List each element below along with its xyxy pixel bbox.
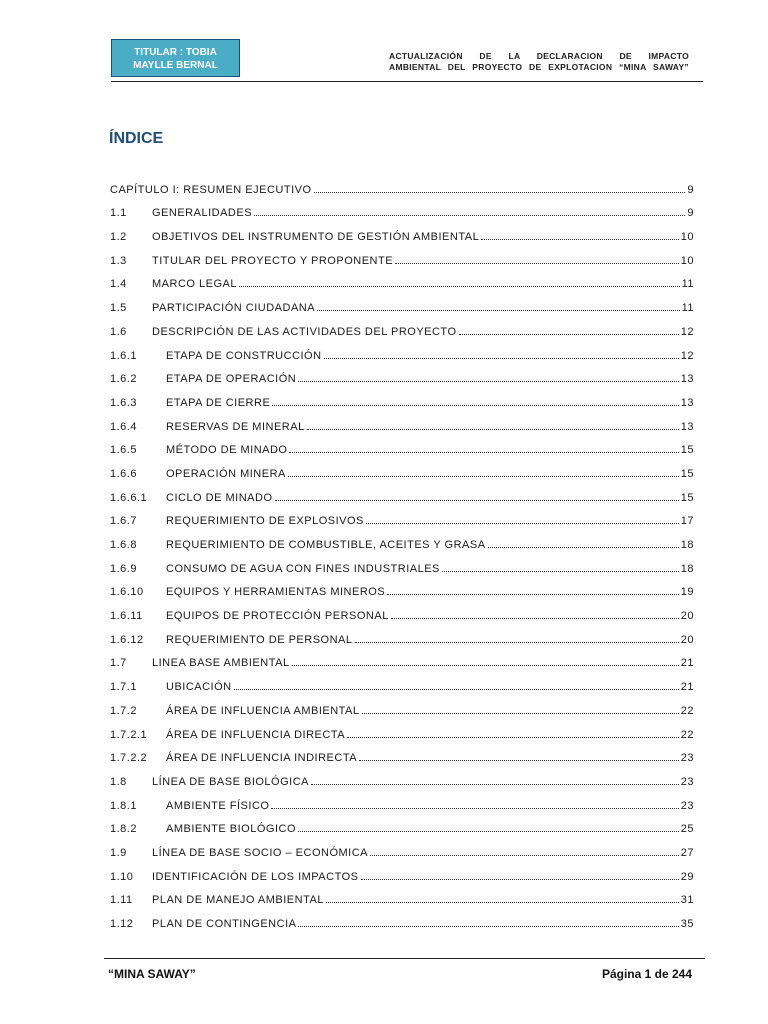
toc-entry-title: MARCO LEGAL xyxy=(152,278,237,291)
toc-entry-title: ÁREA DE INFLUENCIA AMBIENTAL xyxy=(166,704,360,717)
toc-entry-page: 21 xyxy=(680,681,694,694)
toc-dot-leader xyxy=(298,830,679,832)
toc-dot-leader xyxy=(359,759,679,761)
toc-entry[interactable] xyxy=(110,504,694,528)
toc-entry-page: 20 xyxy=(680,610,694,623)
toc-entry-page: 15 xyxy=(680,467,694,480)
toc-entry-number: 1.6.4 xyxy=(110,420,137,433)
toc-entry-number: 1.3 xyxy=(110,254,127,267)
toc-entry-page: 13 xyxy=(680,373,694,386)
toc-entry[interactable] xyxy=(110,764,694,788)
toc-entry-number: 1.6.6.1 xyxy=(110,491,148,504)
toc-entry-page: 11 xyxy=(681,302,694,315)
toc-entry-title: UBICACIÓN xyxy=(166,681,232,694)
toc-dot-leader xyxy=(395,262,679,264)
toc-entry-title: GENERALIDADES xyxy=(152,207,253,220)
toc-entry-title: OPERACIÓN MINERA xyxy=(166,467,286,480)
toc-entry[interactable] xyxy=(110,788,694,812)
toc-entry-title: LÍNEA DE BASE SOCIO – ECONÓMICA xyxy=(152,846,368,859)
toc-entry-title: EQUIPOS Y HERRAMIENTAS MINEROS xyxy=(166,586,386,599)
toc-entry-number: 1.8 xyxy=(110,775,127,788)
toc-entry-page: 15 xyxy=(680,444,694,457)
toc-dot-leader xyxy=(317,309,680,311)
toc-entry-title: CONSUMO DE AGUA CON FINES INDUSTRIALES xyxy=(166,562,440,575)
toc-dot-leader xyxy=(459,333,679,335)
toc-entry-number: 1.6.5 xyxy=(110,444,137,457)
toc-dot-leader xyxy=(488,546,679,548)
toc-entry-page: 18 xyxy=(680,539,694,551)
toc-dot-leader xyxy=(370,854,679,856)
toc-entry-number: 1.8.1 xyxy=(110,799,137,812)
toc-entry-page: 21 xyxy=(680,657,694,670)
toc-entry-title: PLAN DE MANEJO AMBIENTAL xyxy=(152,894,324,907)
toc-entry[interactable] xyxy=(110,622,694,646)
toc-entry-number: 1.7.2 xyxy=(110,704,137,717)
document-title-line-2: AMBIENTAL DEL PROYECTO DE EXPLOTACION “MINA SAWAY” xyxy=(389,62,689,72)
toc-entry-title: ETAPA DE CIERRE xyxy=(166,396,271,409)
toc-entry-number: 1.6.8 xyxy=(110,539,137,551)
toc-entry-number: 1.10 xyxy=(110,870,134,883)
toc-entry-page: 23 xyxy=(680,752,694,765)
toc-entry-page: 13 xyxy=(680,396,694,409)
toc-entry[interactable] xyxy=(110,835,694,859)
toc-entry-number: 1.6.2 xyxy=(110,373,137,386)
toc-entry-number: 1.6.1 xyxy=(110,349,137,362)
toc-entry-number: 1.6.9 xyxy=(110,562,137,575)
toc-dot-leader xyxy=(271,807,678,809)
toc-entry[interactable] xyxy=(110,883,694,907)
toc-entry-number: 1.8.2 xyxy=(110,823,137,836)
toc-dot-leader xyxy=(298,380,679,382)
toc-entry[interactable] xyxy=(110,196,694,220)
toc-entry[interactable] xyxy=(110,290,694,314)
toc-dot-leader xyxy=(254,214,685,216)
toc-entry-page: 20 xyxy=(680,633,694,646)
toc-entry-title: CICLO DE MINADO xyxy=(166,491,273,504)
toc-entry[interactable] xyxy=(110,906,694,930)
document-title-line-1: ACTUALIZACIÓN DE LA DECLARACION DE IMPACTO xyxy=(389,51,689,61)
toc-entry-number: 1.6 xyxy=(110,325,127,338)
toc-dot-leader xyxy=(272,404,678,406)
toc-dot-leader xyxy=(366,522,679,524)
toc-entry-page: 9 xyxy=(687,183,694,196)
toc-entry[interactable] xyxy=(110,385,694,409)
toc-dot-leader xyxy=(289,451,678,453)
toc-entry-number: 1.2 xyxy=(110,231,127,244)
titular-box xyxy=(111,39,240,77)
toc-entry-number: 1.6.11 xyxy=(110,610,143,623)
toc-dot-leader xyxy=(326,901,679,903)
toc-entry-page: 13 xyxy=(680,420,694,433)
toc-entry-page: 19 xyxy=(680,586,694,599)
toc-entry-number: 1.6.7 xyxy=(110,515,137,528)
toc-entry[interactable] xyxy=(110,480,694,504)
toc-entry-page: 23 xyxy=(680,775,694,788)
toc-entry[interactable] xyxy=(110,243,694,267)
toc-dot-leader xyxy=(239,285,680,287)
toc-dot-leader xyxy=(275,499,679,501)
toc-entry[interactable] xyxy=(110,741,694,765)
toc-entry[interactable] xyxy=(110,812,694,836)
toc-entry-title: ÁREA DE INFLUENCIA DIRECTA xyxy=(166,728,346,741)
toc-entry[interactable] xyxy=(110,717,694,741)
toc-entry[interactable] xyxy=(110,314,694,338)
toc-entry-number: 1.5 xyxy=(110,302,127,315)
toc-entry-page: 31 xyxy=(680,894,694,907)
toc-entry[interactable] xyxy=(110,338,694,362)
toc-entry-number: 1.4 xyxy=(110,278,127,291)
table-of-contents xyxy=(110,172,694,930)
toc-entry-page: 9 xyxy=(687,207,694,220)
toc-dot-leader xyxy=(324,357,679,359)
toc-entry-title: CAPÍTULO I: RESUMEN EJECUTIVO xyxy=(110,183,312,196)
toc-entry-number: 1.6.6 xyxy=(110,467,137,480)
toc-entry-page: 10 xyxy=(680,231,694,244)
toc-dot-leader xyxy=(307,428,679,430)
toc-dot-leader xyxy=(234,688,679,690)
toc-entry-page: 12 xyxy=(680,349,694,362)
toc-dot-leader xyxy=(387,593,679,595)
toc-entry-title: ETAPA DE OPERACIÓN xyxy=(166,373,297,386)
toc-dot-leader xyxy=(442,570,679,572)
toc-entry[interactable] xyxy=(110,646,694,670)
toc-entry-number: 1.6.10 xyxy=(110,586,144,599)
toc-entry-page: 35 xyxy=(680,918,694,930)
toc-entry-page: 11 xyxy=(681,278,694,291)
toc-entry-page: 10 xyxy=(680,254,694,267)
toc-entry-number: 1.7.1 xyxy=(110,681,137,694)
toc-entry-title: PLAN DE CONTINGENCIA xyxy=(152,918,297,930)
page-header xyxy=(111,39,703,82)
toc-entry-title: REQUERIMIENTO DE COMBUSTIBLE, ACEITES Y GRASA xyxy=(166,539,486,551)
toc-entry[interactable] xyxy=(110,598,694,622)
toc-dot-leader xyxy=(362,712,679,714)
document-title xyxy=(389,51,689,73)
toc-entry-page: 12 xyxy=(680,325,694,338)
toc-dot-leader xyxy=(481,238,679,240)
toc-entry-page: 23 xyxy=(680,799,694,812)
toc-entry-page: 17 xyxy=(680,515,694,528)
toc-entry[interactable] xyxy=(110,267,694,291)
toc-entry[interactable] xyxy=(110,859,694,883)
toc-entry-title: DESCRIPCIÓN DE LAS ACTIVIDADES DEL PROYECTO xyxy=(152,325,457,338)
toc-entry-title: REQUERIMIENTO DE EXPLOSIVOS xyxy=(166,515,364,528)
toc-entry-title: AMBIENTE FÍSICO xyxy=(166,799,270,812)
toc-entry[interactable] xyxy=(110,456,694,480)
toc-dot-leader xyxy=(361,878,679,880)
toc-entry-title: PARTICIPACIÓN CIUDADANA xyxy=(152,302,316,315)
toc-entry-title: LÍNEA DE BASE BIOLÓGICA xyxy=(152,775,309,788)
toc-entry-title: ETAPA DE CONSTRUCCIÓN xyxy=(166,349,322,362)
toc-entry-number: 1.12 xyxy=(110,918,134,930)
toc-entry-title: OBJETIVOS DEL INSTRUMENTO DE GESTIÓN AMBIENTAL xyxy=(152,231,480,244)
toc-entry-title: AMBIENTE BIOLÓGICO xyxy=(166,823,297,836)
toc-entry-title: TITULAR DEL PROYECTO Y PROPONENTE xyxy=(152,254,394,267)
toc-dot-leader xyxy=(288,475,679,477)
toc-entry[interactable] xyxy=(110,362,694,386)
toc-entry[interactable] xyxy=(110,693,694,717)
toc-entry-page: 15 xyxy=(680,491,694,504)
toc-dot-leader xyxy=(391,617,679,619)
toc-entry-title: RESERVAS DE MINERAL xyxy=(166,420,305,433)
toc-entry[interactable] xyxy=(110,575,694,599)
titular-line-2: MAYLLE BERNAL xyxy=(133,60,218,71)
toc-entry[interactable] xyxy=(110,551,694,575)
toc-entry-title: LINEA BASE AMBIENTAL xyxy=(152,657,290,670)
toc-entry-title: REQUERIMIENTO DE PERSONAL xyxy=(166,633,353,646)
toc-entry-number: 1.7.2.1 xyxy=(110,728,148,741)
toc-entry-title: EQUIPOS DE PROTECCIÓN PERSONAL xyxy=(166,610,389,623)
toc-dot-leader xyxy=(314,191,686,193)
toc-entry-number: 1.7.2.2 xyxy=(110,752,148,765)
toc-entry-title: IDENTIFICACIÓN DE LOS IMPACTOS xyxy=(152,870,359,883)
toc-entry[interactable] xyxy=(110,219,694,243)
toc-dot-leader xyxy=(292,664,679,666)
footer-page-number: Página 1 de 244 xyxy=(601,967,692,981)
toc-entry[interactable] xyxy=(110,527,694,551)
toc-entry-page: 18 xyxy=(680,562,694,575)
page-footer xyxy=(104,958,705,981)
index-heading: ÍNDICE xyxy=(109,130,164,147)
toc-entry-title: ÁREA DE INFLUENCIA INDIRECTA xyxy=(166,752,358,765)
toc-entry-page: 25 xyxy=(680,823,694,836)
titular-line-1: TITULAR : TOBIA xyxy=(134,47,217,58)
toc-entry[interactable] xyxy=(110,433,694,457)
toc-entry-number: 1.11 xyxy=(110,894,133,907)
toc-entry-page: 27 xyxy=(680,846,694,859)
toc-dot-leader xyxy=(298,925,678,927)
toc-entry-page: 22 xyxy=(680,728,694,741)
footer-project-name: “MINA SAWAY” xyxy=(108,967,196,981)
toc-entry[interactable] xyxy=(110,669,694,693)
toc-entry-number: 1.1 xyxy=(110,207,127,220)
toc-entry-number: 1.6.12 xyxy=(110,633,144,646)
toc-dot-leader xyxy=(347,736,679,738)
toc-entry[interactable] xyxy=(110,172,694,196)
toc-entry-page: 29 xyxy=(680,870,694,883)
toc-dot-leader xyxy=(355,641,679,643)
toc-dot-leader xyxy=(311,783,679,785)
toc-entry[interactable] xyxy=(110,409,694,433)
toc-entry-number: 1.9 xyxy=(110,846,127,859)
toc-entry-number: 1.7 xyxy=(110,657,127,670)
toc-entry-number: 1.6.3 xyxy=(110,396,137,409)
toc-entry-title: MÉTODO DE MINADO xyxy=(166,444,288,457)
toc-entry-page: 22 xyxy=(680,704,694,717)
